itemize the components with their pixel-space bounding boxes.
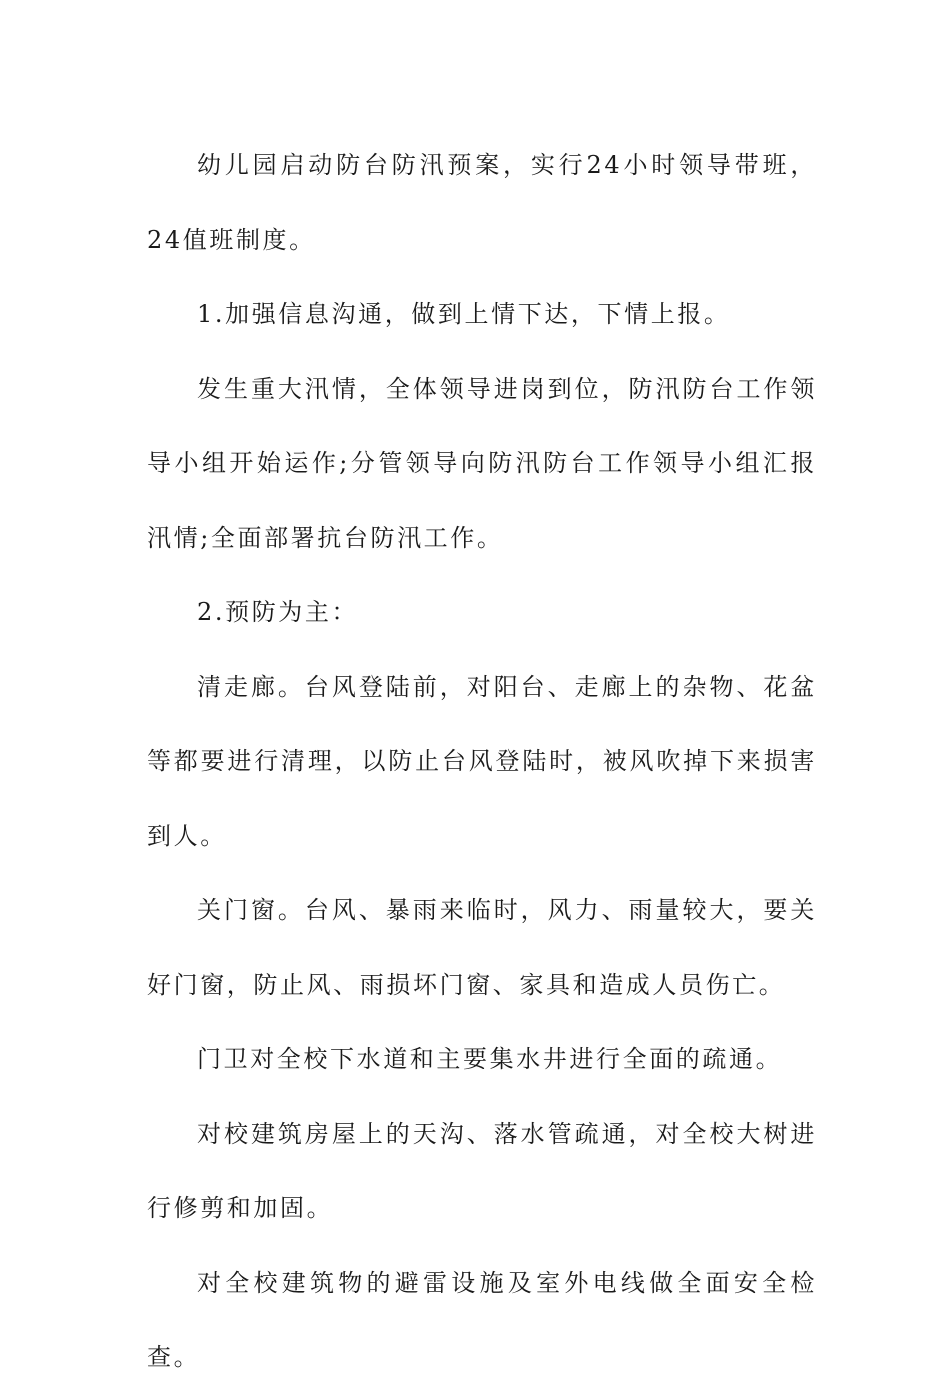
- paragraph-clear-corridors: 清走廊。台风登陆前，对阳台、走廊上的杂物、花盆等都要进行清理，以防止台风登陆时，被风吹掉下来损害到人。: [147, 672, 817, 850]
- paragraph-major-flood: 发生重大汛情，全体领导进岗到位，防汛防台工作领导小组开始运作;分管领导向防汛防台工作领导小组汇报汛情;全面部署抗台防汛工作。: [147, 374, 817, 552]
- paragraph-communication: 1.加强信息沟通，做到上情下达，下情上报。: [197, 300, 731, 328]
- document-body: [147, 128, 817, 1395]
- paragraph-close-windows: 关门窗。台风、暴雨来临时，风力、雨量较大，要关好门窗，防止风、雨损坏门窗、家具和造成人员伤亡。: [147, 896, 817, 999]
- paragraph-prevention-heading: 2.预防为主：: [197, 598, 359, 626]
- paragraph-lightning-check: 对全校建筑物的避雷设施及室外电线做全面安全检查。: [147, 1268, 817, 1371]
- paragraph-plan-activation: 幼儿园启动防台防汛预案，实行24小时领导带班，24值班制度。: [147, 151, 817, 254]
- paragraph-gutters-trees: 对校建筑房屋上的天沟、落水管疏通，对全校大树进行修剪和加固。: [147, 1119, 817, 1222]
- paragraph-drainage: 门卫对全校下水道和主要集水井进行全面的疏通。: [197, 1045, 783, 1073]
